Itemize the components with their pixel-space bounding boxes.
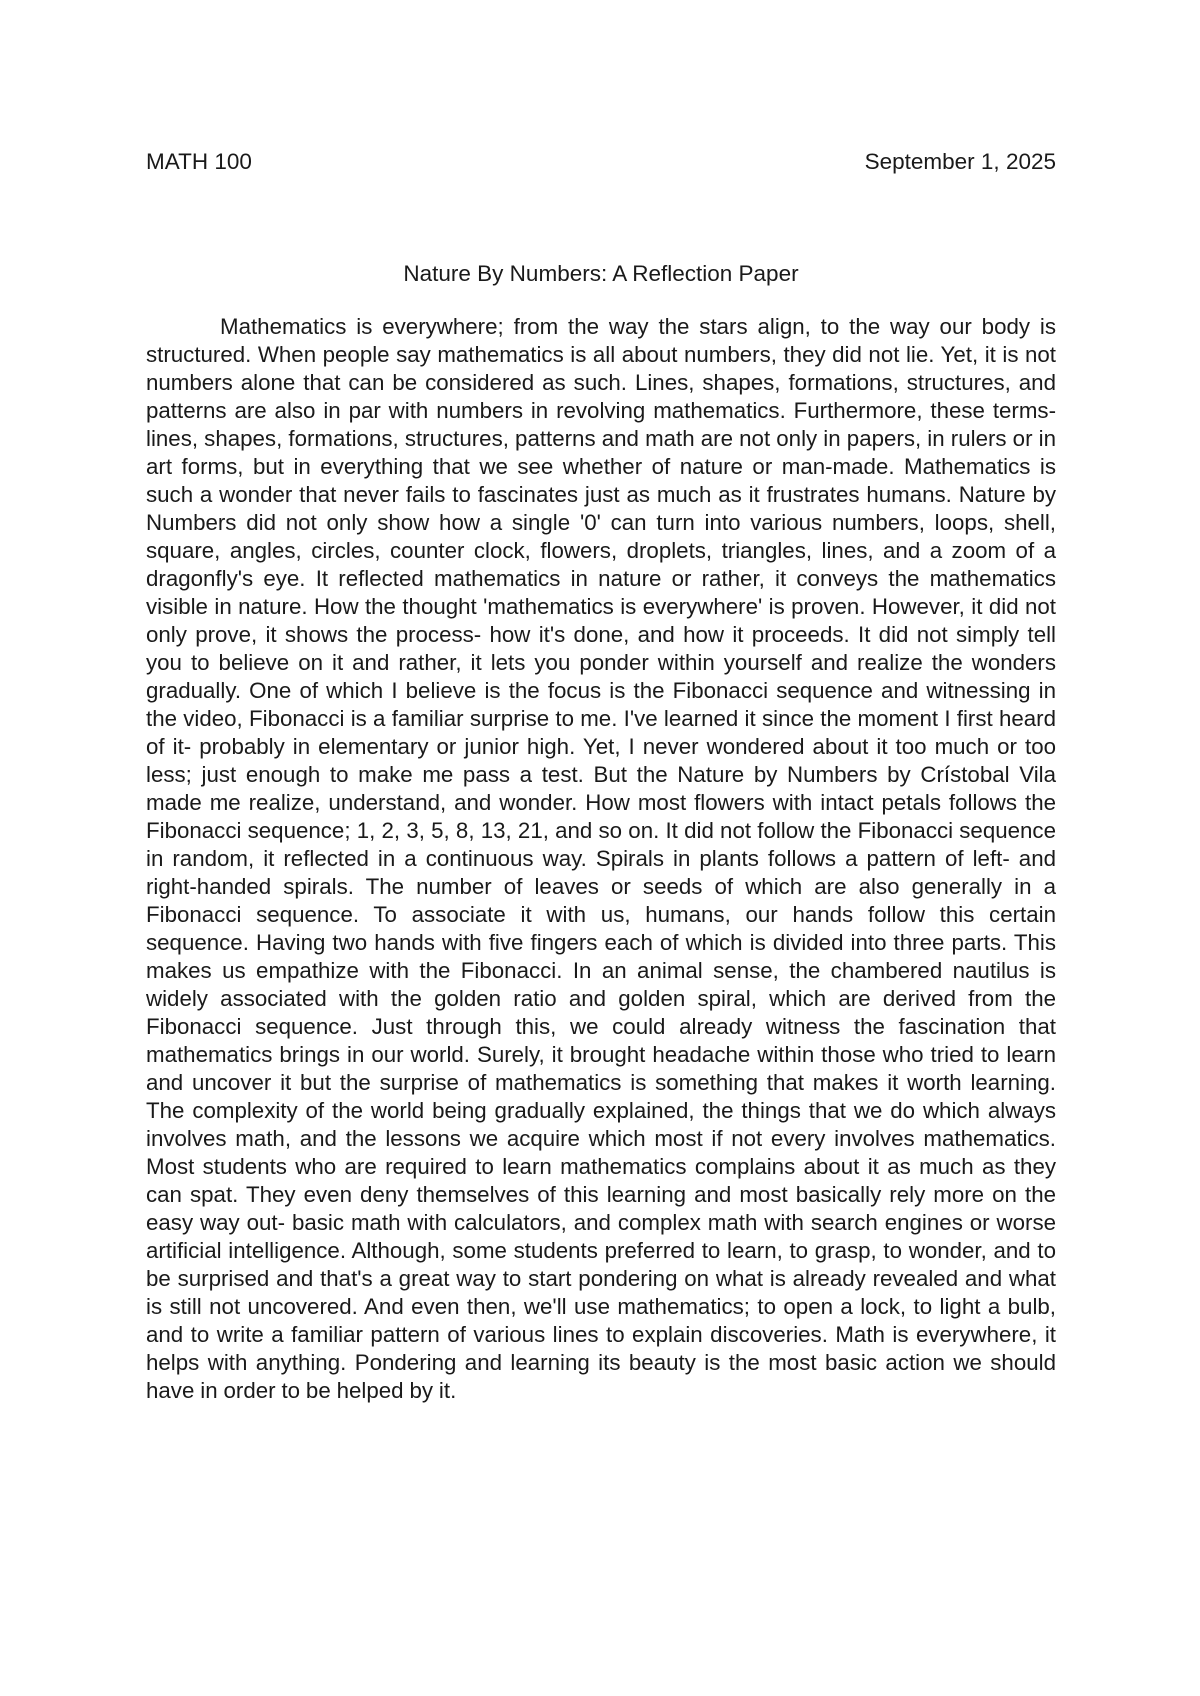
document-date: September 1, 2025	[864, 149, 1056, 174]
course-code: MATH 100	[146, 149, 252, 174]
document-title: Nature By Numbers: A Reflection Paper	[403, 261, 799, 286]
document-header	[146, 145, 1056, 179]
body-paragraph: Mathematics is everywhere; from the way the stars align, to the way our body is structured. When people say mathematics is all about numbers, they did not lie. Yet, it is not numbers alone that can be considered as such. Lines, shapes, formations, structures, and patterns are also in par with numbers in revolving mathematics. Furthermore, these terms- lines, shapes, formations, structures, patterns and math are not only in papers, in rulers or in art forms, but in everything that we see whether of nature or man-made. Mathematics is such a wonder that never fails to fascinates just as much as it frustrates humans. Nature by Numbers did not only show how a single '0' can turn into various numbers, loops, shell, square, angles, circles, counter clock, flowers, droplets, triangles, lines, and a zoom of a dragonfly's eye. It reflected mathematics in nature or rather, it conveys the mathematics visible in nature. How the thought 'mathematics is everywhere' is proven. However, it did not only prove, it shows the process- how it's done, and how it proceeds. It did not simply tell you to believe on it and rather, it lets you ponder within yourself and realize the wonders gradually. One of which I believe is the focus is the Fibonacci sequence and witnessing in the video, Fibonacci is a familiar surprise to me. I've learned it since the moment I first heard of it- probably in elementary or junior high. Yet, I never wondered about it too much or too less; just enough to make me pass a test. But the Nature by Numbers by Crístobal Vila made me realize, understand, and wonder. How most flowers with intact petals follows the Fibonacci sequence; 1, 2, 3, 5, 8, 13, 21, and so on. It did not follow the Fibonacci sequence in random, it reflected in a continuous way. Spirals in plants follows a pattern of left- and right-handed spirals. The number of leaves or seeds of which are also generally in a Fibonacci sequence. To associate it with us, humans, our hands follow this certain sequence. Having two hands with five fingers each of which is divided into three parts. This makes us empathize with the Fibonacci. In an animal sense, the chambered nautilus is widely associated with the golden ratio and golden spiral, which are derived from the Fibonacci sequence. Just through this, we could already witness the fascination that mathematics brings in our world. Surely, it brought headache within those who tried to learn and uncover it but the surprise of mathematics is something that makes it worth learning. The complexity of the world being gradually explained, the things that we do which always involves math, and the lessons we acquire which most if not every involves mathematics. Most students who are required to learn mathematics complains about it as much as they can spat. They even deny themselves of this learning and most basically rely more on the easy way out- basic math with calculators, and complex math with search engines or worse artificial intelligence. Although, some students preferred to learn, to grasp, to wonder, and to be surprised and that's a great way to start pondering on what is already revealed and what is still not uncovered. And even then, we'll use mathematics; to open a lock, to light a bulb, and to write a familiar pattern of various lines to explain discoveries. Math is everywhere, it helps with anything. Pondering and learning its beauty is the most basic action we should have in order to be helped by it.	[146, 314, 1056, 1403]
